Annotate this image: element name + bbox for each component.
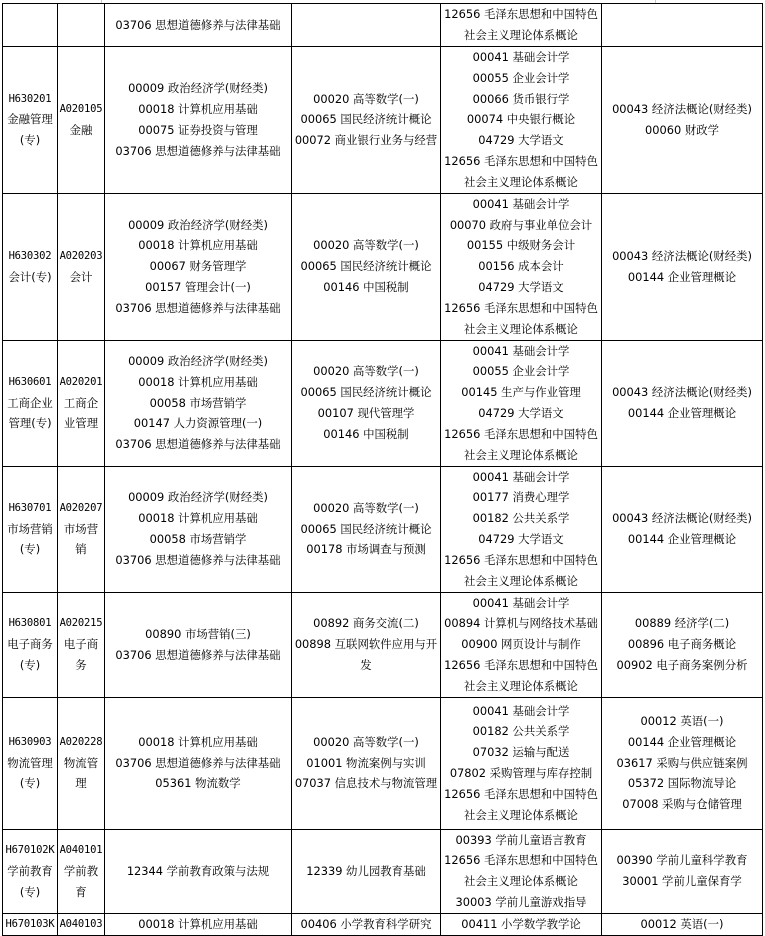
course-entry: 00390 学前儿童科学教育 [616,853,748,868]
major-code: H630601 [8,375,52,388]
course-entry: 社会主义理论体系概论 [464,174,578,189]
table-row [3,913,763,935]
course-entry: 00018 计算机应用基础 [138,511,258,526]
course-entry: 12344 学前教育政策与法规 [126,863,270,878]
course-entry: 00065 国民经济统计概论 [300,112,432,127]
course-entry: 00041 基础会计学 [472,469,570,484]
major-name: (专) [19,776,41,791]
course-entry: 00020 高等数学(一) [313,238,419,253]
course-entry: 07802 采购管理与库存控制 [449,766,593,781]
base-major-name: 物流管 [63,755,99,770]
major-code: H630201 [8,92,52,105]
table-row [3,340,763,466]
major-code: H670103K [5,917,55,930]
course-entry: 00043 经济法概论(财经类) [612,101,752,116]
course-entry: 03617 采购与供应链案例 [616,755,748,770]
course-entry: 00065 国民经济统计概论 [300,385,432,400]
major-cell [3,592,58,697]
major-cell [3,697,58,829]
course-cell-1 [105,47,292,194]
major-cell [3,829,58,913]
major-code: H630701 [8,501,52,514]
course-entry: 00058 市场营销学 [149,395,247,410]
major-name: 电子商务 [7,637,53,652]
course-cell-2 [292,47,441,194]
course-cell-4 [602,4,763,47]
base-major-code: A020215 [59,617,103,630]
course-entry: 00156 成本会计 [478,259,564,274]
base-major-code: A020203 [59,249,103,262]
course-cell-3 [441,193,602,340]
course-entry: 00060 财政学 [644,122,720,137]
course-entry: 00041 基础会计学 [472,703,570,718]
course-entry: 00147 人力资源管理(一) [133,416,263,431]
course-entry: 00902 电子商务案例分析 [616,657,748,672]
course-entry: 00411 小学数学教学论 [461,916,581,931]
course-entry: 社会主义理论体系概论 [464,678,578,693]
major-name: 学前教育 [7,863,53,878]
base-major-cell [58,193,105,340]
major-code: H670102K [5,843,55,856]
course-cell-4 [602,466,763,592]
course-entry: 00041 基础会计学 [472,50,570,64]
course-entry: 00020 高等数学(一) [313,364,419,379]
course-cell-4 [602,340,763,466]
course-entry: 00020 高等数学(一) [313,500,419,515]
major-code: H630903 [8,735,52,748]
course-cell-1 [105,592,292,697]
course-entry: 00067 财务管理学 [149,259,247,274]
table-row [3,466,763,592]
course-entry: 05372 国际物流导论 [627,776,737,791]
course-cell-3 [441,4,602,47]
course-entry: 00157 管理会计(一) [145,279,251,294]
course-cell-3 [441,829,602,913]
course-cell-1 [105,466,292,592]
major-name: (专) [19,884,41,899]
course-entry: 00890 市场营销(三) [145,626,251,641]
base-major-cell [58,4,105,47]
base-major-name: 市场营 [63,521,99,536]
course-cell-1 [105,913,292,935]
base-major-code: A020228 [59,735,103,748]
course-entry: 04729 大学语文 [478,279,564,294]
course-cell-3 [441,47,602,194]
course-entry: 03706 思想道德修养与法律基础 [115,300,281,315]
course-entry: 00043 经济法概论(财经类) [612,385,752,400]
major-name: 物流管理 [7,755,53,770]
course-cell-1 [105,193,292,340]
course-entry: 00055 企业会计学 [472,70,570,85]
course-cell-2 [292,829,441,913]
course-entry: 00018 计算机应用基础 [138,916,258,931]
course-entry: 04729 大学语文 [478,133,564,148]
course-entry: 00065 国民经济统计概论 [300,259,432,274]
course-cell-1 [105,340,292,466]
course-entry: 00900 网页设计与制作 [461,637,581,652]
course-cell-4 [602,193,763,340]
course-cell-3 [441,913,602,935]
major-cell [3,340,58,466]
base-major-cell [58,697,105,829]
course-entry: 12656 毛泽东思想和中国特色 [444,853,598,868]
major-name: 会计(专) [8,269,52,284]
course-entry: 00018 计算机应用基础 [138,734,258,749]
course-entry: 04729 大学语文 [478,406,564,421]
course-entry: 04729 大学语文 [478,532,564,547]
course-entry: 社会主义理论体系概论 [464,807,578,822]
course-entry: 01001 物流案例与实训 [306,755,426,770]
course-entry: 00107 现代管理学 [317,406,415,421]
course-entry: 00393 学前儿童语言教育 [455,832,587,847]
base-major-name: 育 [75,884,87,899]
course-entry: 00009 政治经济学(财经类) [128,354,268,369]
course-entry: 00144 企业管理概论 [627,734,737,749]
course-entry: 30003 学前儿童游戏指导 [455,894,587,909]
course-entry: 00018 计算机应用基础 [138,101,258,116]
course-cell-4 [602,592,763,697]
course-entry: 社会主义理论体系概论 [464,573,578,588]
course-entry: 00145 生产与作业管理 [461,385,581,400]
course-entry: 30001 学前儿童保育学 [622,874,742,889]
course-cell-4 [602,697,763,829]
course-entry: 00072 商业银行业务与经营 [294,133,438,148]
course-entry: 12656 毛泽东思想和中国特色 [444,786,598,801]
course-cell-4 [602,829,763,913]
course-entry: 00144 企业管理概论 [627,532,737,547]
course-entry: 12656 毛泽东思想和中国特色 [444,552,598,567]
base-major-code: A020201 [59,375,103,388]
major-name: (专) [19,133,41,148]
major-cell [3,4,58,47]
base-major-name: 工商企 [63,395,99,410]
base-major-name: 业管理 [63,416,99,431]
course-entry: 社会主义理论体系概论 [464,28,578,42]
course-cell-2 [292,193,441,340]
course-entry: 05361 物流数学 [155,776,241,791]
course-entry: 00892 商务交流(二) [313,616,419,631]
course-entry: 07032 运输与配送 [472,745,570,760]
course-entry: 00146 中国税制 [323,426,409,441]
base-major-cell [58,913,105,935]
major-cell [3,47,58,194]
table-row [3,697,763,829]
course-cell-2 [292,697,441,829]
course-entry: 00043 经济法概论(财经类) [612,511,752,526]
table-row [3,4,763,47]
course-entry: 00182 公共关系学 [472,511,570,526]
course-entry: 03706 思想道德修养与法律基础 [115,647,281,662]
base-major-name: 理 [75,776,87,791]
base-major-code: A020207 [59,501,103,514]
base-major-name: 学前教 [63,863,99,878]
course-entry: 07008 采购与仓储管理 [622,797,742,812]
base-major-name: 金融 [69,122,93,137]
major-name: 金融管理 [7,112,53,127]
base-major-name: 会计 [69,269,93,284]
major-cell [3,913,58,935]
table-row [3,592,763,697]
base-major-cell [58,829,105,913]
course-entry: 12656 毛泽东思想和中国特色 [444,153,598,168]
course-entry: 00018 计算机应用基础 [138,374,258,389]
course-entry: 00009 政治经济学(财经类) [128,490,268,505]
course-cell-3 [441,466,602,592]
course-entry: 00889 经济学(二) [634,616,730,631]
course-entry: 社会主义理论体系概论 [464,447,578,462]
course-entry: 00144 企业管理概论 [627,269,737,284]
base-major-name: 销 [75,542,87,557]
course-entry: 00896 电子商务概论 [627,637,737,652]
course-cell-2 [292,4,441,47]
table-row [3,47,763,194]
course-entry: 03706 思想道德修养与法律基础 [115,17,281,32]
major-cell [3,466,58,592]
course-entry: 12656 毛泽东思想和中国特色 [444,300,598,315]
base-major-cell [58,340,105,466]
course-entry: 12656 毛泽东思想和中国特色 [444,426,598,441]
course-entry: 00018 计算机应用基础 [138,238,258,253]
course-entry: 00898 互联网软件应用与开 [294,637,438,652]
course-entry: 00066 货币银行学 [472,91,570,106]
exam-course-table [2,3,763,936]
course-entry: 00009 政治经济学(财经类) [128,81,268,96]
course-cell-4 [602,47,763,194]
course-entry: 社会主义理论体系概论 [464,874,578,889]
course-entry: 00146 中国税制 [323,279,409,294]
table-row [3,829,763,913]
course-entry: 03706 思想道德修养与法律基础 [115,437,281,452]
course-entry: 03706 思想道德修养与法律基础 [115,755,281,770]
course-cell-2 [292,592,441,697]
course-cell-2 [292,466,441,592]
course-entry: 00894 计算机与网络技术基础 [444,616,598,631]
course-cell-2 [292,913,441,935]
base-major-cell [58,47,105,194]
course-entry: 03706 思想道德修养与法律基础 [115,143,281,158]
course-entry: 12656 毛泽东思想和中国特色 [444,7,598,22]
course-cell-3 [441,697,602,829]
table-body [3,4,763,936]
course-cell-3 [441,592,602,697]
course-entry: 00041 基础会计学 [472,196,570,211]
course-entry: 00070 政府与事业单位会计 [449,217,593,232]
major-code: H630801 [8,617,52,630]
major-name: 市场营销 [7,521,53,536]
course-entry: 00012 英语(一) [640,714,724,729]
course-cell-4 [602,913,763,935]
course-entry: 12339 幼儿园教育基础 [306,863,426,878]
course-entry: 00041 基础会计学 [472,343,570,358]
course-entry: 00155 中级财务会计 [466,238,576,253]
course-cell-2 [292,340,441,466]
course-entry: 00178 市场调查与预测 [306,542,426,557]
course-cell-1 [105,697,292,829]
course-entry: 00182 公共关系学 [472,724,570,739]
course-entry: 00144 企业管理概论 [627,406,737,421]
course-entry: 00177 消费心理学 [472,490,570,505]
course-entry: 00074 中央银行概论 [466,112,576,127]
course-entry: 03706 思想道德修养与法律基础 [115,552,281,567]
base-major-cell [58,592,105,697]
course-entry: 00075 证券投资与管理 [138,122,258,137]
major-cell [3,193,58,340]
course-entry: 07037 信息技术与物流管理 [294,776,438,791]
course-entry: 社会主义理论体系概论 [464,321,578,336]
course-entry: 发 [360,657,372,672]
course-entry: 00020 高等数学(一) [313,91,419,106]
course-cell-1 [105,4,292,47]
base-major-code: A040103 [59,917,103,930]
course-entry: 00043 经济法概论(财经类) [612,248,752,263]
course-entry: 00065 国民经济统计概论 [300,521,432,536]
course-entry: 00041 基础会计学 [472,595,570,610]
base-major-name: 电子商 [63,637,99,652]
major-name: 管理(专) [8,416,52,431]
base-major-cell [58,466,105,592]
major-name: (专) [19,657,41,672]
course-entry: 00406 小学教育科学研究 [300,916,432,931]
course-entry: 00055 企业会计学 [472,364,570,379]
course-entry: 00009 政治经济学(财经类) [128,217,268,232]
major-name: 工商企业 [7,395,53,410]
course-entry: 00012 英语(一) [640,916,724,931]
base-major-name: 务 [75,657,87,672]
base-major-code: A040101 [59,843,103,856]
course-entry: 00020 高等数学(一) [313,734,419,749]
base-major-code: A020105 [59,102,103,115]
table-row [3,193,763,340]
course-cell-1 [105,829,292,913]
major-code: H630302 [8,249,52,262]
course-cell-3 [441,340,602,466]
course-entry: 12656 毛泽东思想和中国特色 [444,657,598,672]
major-name: (专) [19,542,41,557]
course-entry: 00058 市场营销学 [149,532,247,547]
